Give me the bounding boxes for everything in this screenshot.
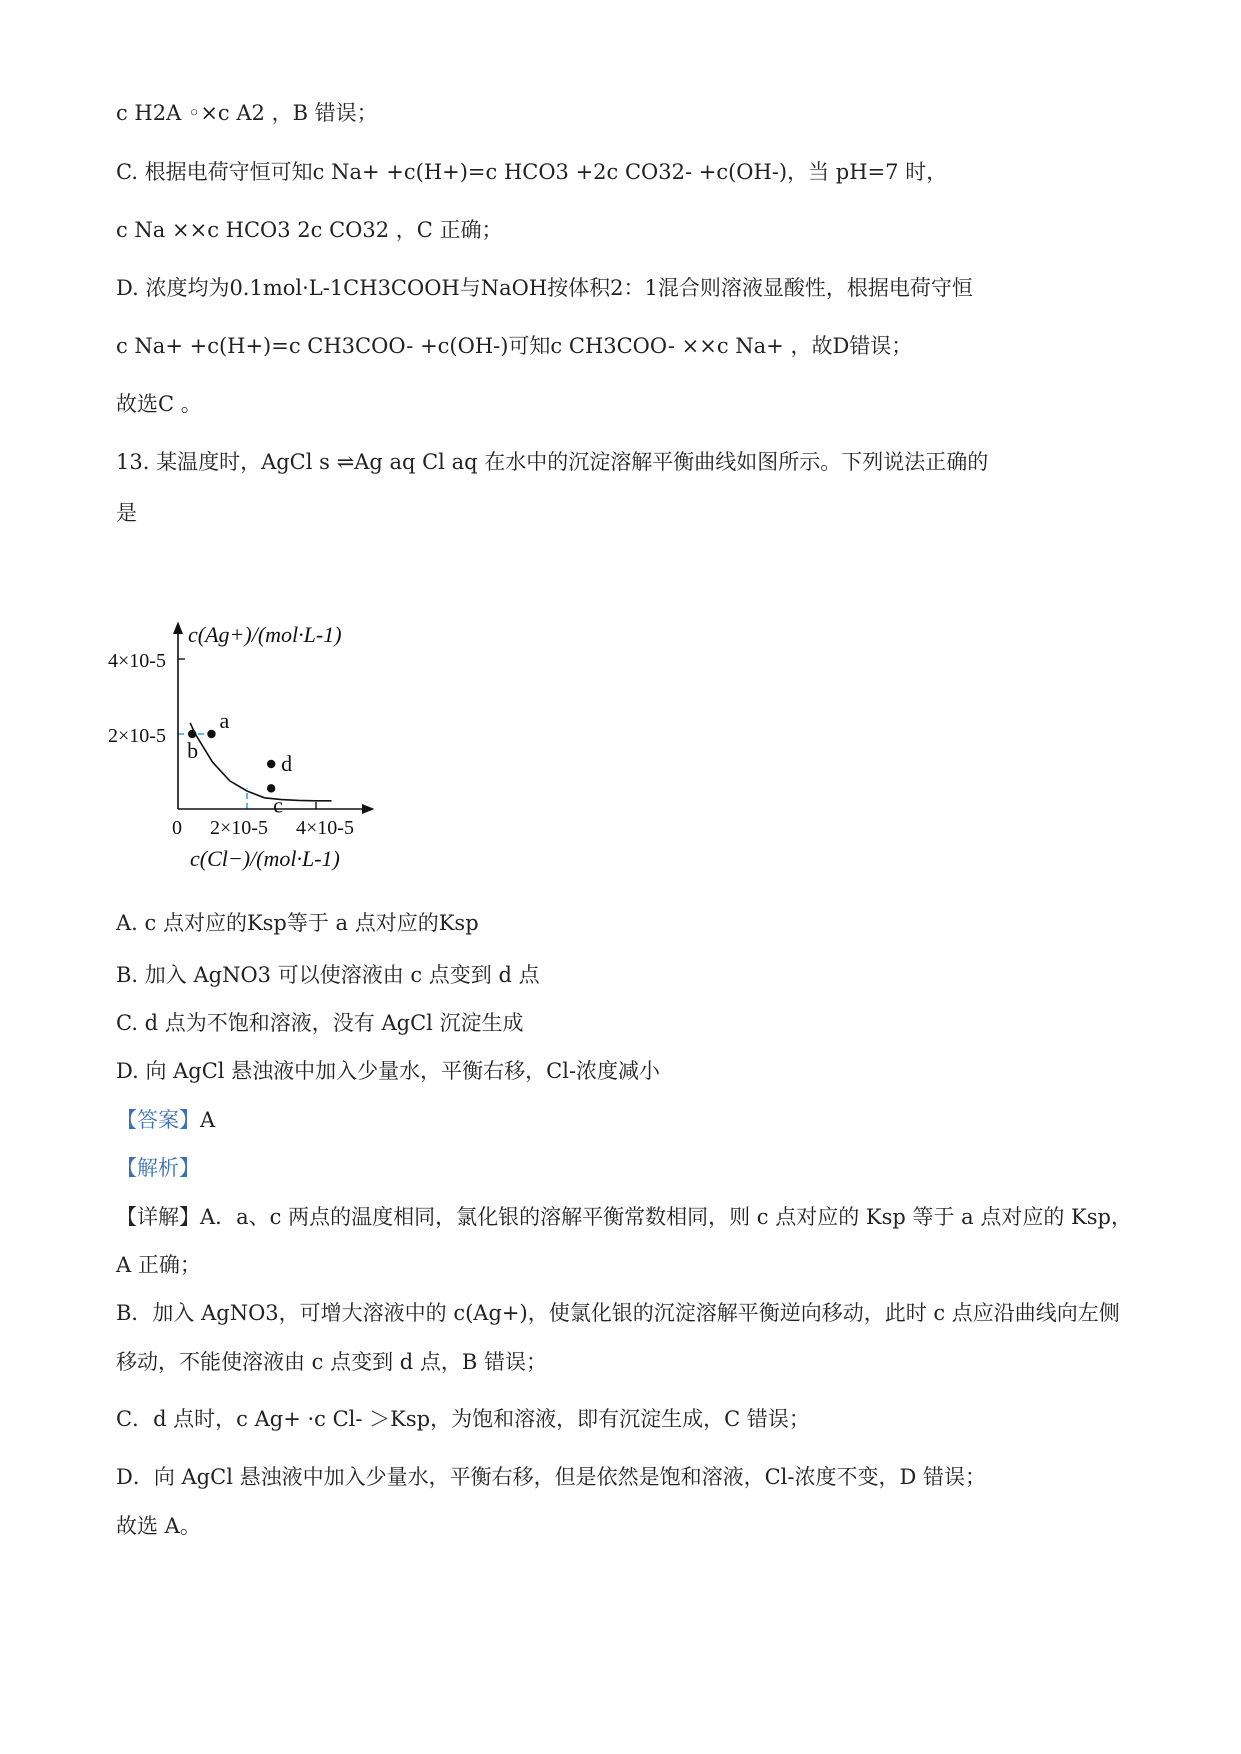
line-2: C. 根据电荷守恒可知c Na+ +c(H+)=c HCO3 +2c CO32- +c(OH-)，当 pH=7 时， xyxy=(116,160,948,184)
point-b xyxy=(188,730,196,738)
answer-tag: 【答案】 xyxy=(116,1108,200,1132)
answer-value: A xyxy=(200,1108,216,1132)
option-c: C. d 点为不饱和溶液，没有 AgCl 沉淀生成 xyxy=(116,1011,524,1035)
detail-line-1: 【详解】A．a、c 两点的温度相同，氯化银的溶解平衡常数相同，则 c 点对应的 Ksp 等于 a 点对应的 Ksp， xyxy=(116,1205,1132,1229)
y-tick-label-4e-5: 4×10-5 xyxy=(108,650,166,672)
x-tick-label-4e-5: 4×10-5 xyxy=(296,817,354,839)
y-tick-label-2e-5: 2×10-5 xyxy=(108,725,166,747)
point-label-b: b xyxy=(187,738,199,763)
detail-line-3: B．加入 AgNO3，可增大溶液中的 c(Ag+)，使氯化银的沉淀溶解平衡逆向移动，此时 c 点应沿曲线向左侧 xyxy=(116,1301,1120,1325)
data-points xyxy=(187,708,292,817)
analysis-tag: 【解析】 xyxy=(116,1156,200,1180)
detail-line-6: D．向 AgCl 悬浊液中加入少量水，平衡右移，但是依然是饱和溶液，Cl-浓度不变，D 错误； xyxy=(116,1465,986,1489)
origin-label: 0 xyxy=(172,817,182,839)
x-axis-label: c(Cl−)/(mol·L-1) xyxy=(190,846,340,871)
point-label-a: a xyxy=(219,708,230,733)
question-13-stem-cont: 是 xyxy=(116,501,137,525)
answer-line xyxy=(116,1105,1161,1135)
option-d: D. 向 AgCl 悬浊液中加入少量水，平衡右移，Cl-浓度减小 xyxy=(116,1059,661,1083)
solubility-curve-chart xyxy=(108,612,438,882)
detail-line-7: 故选 A。 xyxy=(116,1514,201,1538)
detail-line-5: C．d 点时，c Ag+ ·c Cl- ＞Ksp，为饱和溶液，即有沉淀生成，C 错误； xyxy=(116,1407,810,1431)
point-label-d: d xyxy=(281,751,293,776)
line-6: 故选C 。 xyxy=(116,392,202,416)
question-13-stem: 13. 某温度时，AgCl s ⇌Ag aq Cl aq 在水中的沉淀溶解平衡曲线如图所示。下列说法正确的 xyxy=(116,450,989,474)
point-a xyxy=(207,730,215,738)
y-axis-label: c(Ag+)/(mol·L-1) xyxy=(188,622,342,647)
line-3: c Na ××c HCO3 2c CO32 ，C 正确； xyxy=(116,218,503,242)
point-d xyxy=(267,760,275,768)
line-1: c H2A ◦×c A2 ，B 错误； xyxy=(116,101,378,125)
detail-line-4: 移动，不能使溶液由 c 点变到 d 点，B 错误； xyxy=(116,1350,548,1374)
x-tick-label-2e-5: 2×10-5 xyxy=(210,817,268,839)
point-label-c: c xyxy=(273,792,283,818)
option-b: B. 加入 AgNO3 可以使溶液由 c 点变到 d 点 xyxy=(116,963,540,987)
detail-line-2: A 正确； xyxy=(116,1253,201,1277)
line-5: c Na+ +c(H+)=c CH3COO- +c(OH-)可知c CH3COO- ××c Na+ ，故D错误； xyxy=(116,334,913,358)
point-c xyxy=(267,784,275,792)
line-4: D. 浓度均为0.1mol·L-1CH3COOH与NaOH按体积2：1混合则溶液显酸性，根据电荷守恒 xyxy=(116,276,973,300)
option-a: A. c 点对应的Ksp等于 a 点对应的Ksp xyxy=(116,911,479,935)
